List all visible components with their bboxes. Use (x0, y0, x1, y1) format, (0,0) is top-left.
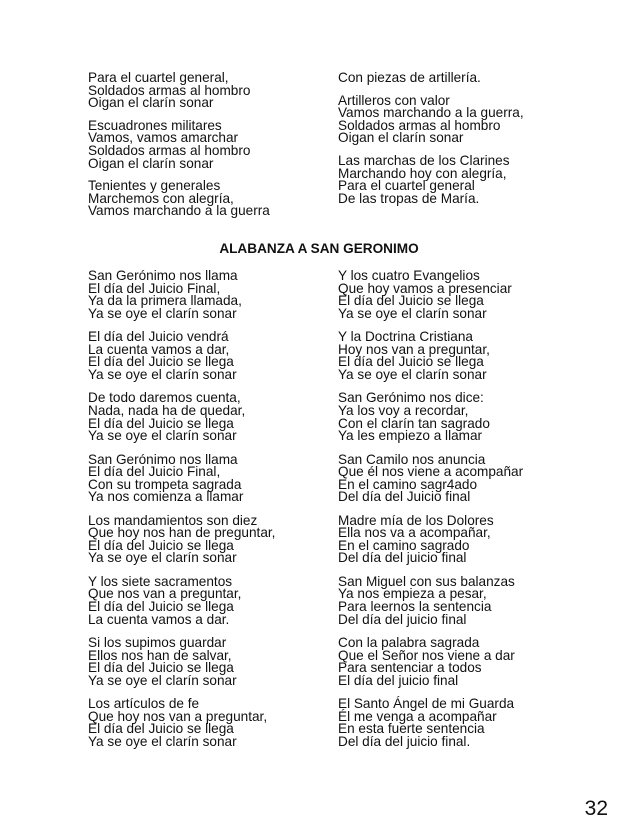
verse-line: Si los supimos guardar (88, 635, 227, 651)
verse-line: Del día del juicio final (338, 550, 467, 566)
verse-line: Que hoy nos van a preguntar, (88, 708, 268, 724)
verse-line: Ya se oye el clarín sonar (88, 550, 237, 566)
verse-line: Del día del juicio final (338, 611, 467, 627)
verse-line: Soldados armas al hombro (88, 142, 251, 158)
verse-line: Que hoy vamos a presenciar (338, 280, 512, 296)
verse-line: Los artículos de fe (88, 696, 200, 712)
verse-line: De todo daremos cuenta, (88, 390, 241, 406)
verse-line: Ya se oye el clarín sonar (88, 733, 237, 749)
stanza (338, 698, 588, 748)
verse-line: Ya da la primera llamada, (88, 293, 242, 309)
verse-line: Que él nos viene a acompañar (338, 464, 524, 480)
verse-line: El día del juicio final (338, 672, 459, 688)
verse-line: Madre mía de los Dolores (338, 512, 494, 528)
verse-line: Ya se oye el clarín sonar (88, 672, 237, 688)
stanza (338, 92, 588, 146)
verse-line: Ya se oye el clarín sonar (88, 305, 237, 321)
verse-line: El día del Juicio se llega (88, 660, 234, 676)
verse-line: Vamos, vamos amarchar (88, 130, 239, 146)
verse-line: Ya nos empieza a pesar, (338, 586, 487, 602)
verse-line: Con su trompeta sagrada (88, 476, 242, 492)
verse-line: El día del Juicio se llega (338, 293, 484, 309)
top-left-column (88, 72, 338, 218)
verse-line: El día del Juicio Final, (88, 280, 221, 296)
verse-line: En el camino sagrado (338, 537, 470, 553)
verse-line: El día del Juicio se llega (88, 599, 234, 615)
verse-line: Del día del juicio final. (338, 733, 471, 749)
verse-line: Con la palabra sagrada (338, 635, 480, 651)
verse-line: Y la Doctrina Cristiana (338, 329, 473, 345)
verse-line: Las marchas de los Clarines (338, 152, 510, 168)
verse-line: Y los cuatro Evangelios (338, 268, 480, 283)
verse-line: San Gerónimo nos llama (88, 268, 238, 283)
verse-line: Que nos van a preguntar, (88, 586, 242, 602)
verse-line: Para leernos la sentencia (338, 599, 492, 615)
stanza (338, 72, 588, 85)
main-right-column (338, 270, 588, 749)
stanza (338, 392, 588, 442)
stanza (338, 270, 588, 320)
verse-line: El día del Juicio se llega (88, 721, 234, 737)
verse-line: El día del Juicio se llega (338, 354, 484, 370)
verse-line: Ya los voy a recordar, (338, 402, 469, 418)
verse-line: Ya se oye el clarín sonar (338, 366, 487, 382)
verse-line: El día del Juicio Final, (88, 464, 221, 480)
verse-line: Con piezas de artillería. (338, 70, 481, 85)
verse-line: Ya les empiezo a llamar (338, 428, 483, 444)
verse-line: Ellos nos han de salvar, (88, 647, 232, 663)
main-left-column (88, 270, 338, 749)
verse-line: Vamos marchando a la guerra (88, 203, 270, 219)
stanza (88, 637, 338, 687)
verse-line: El día del Juicio vendrá (88, 329, 229, 345)
verse-line: En el camino sagr4ado (338, 476, 478, 492)
stanza (338, 152, 588, 206)
hymn-title: ALABANZA A SAN GERONIMO (219, 241, 419, 256)
verse-line: Oigan el clarín sonar (88, 95, 214, 111)
verse-line: Él me venga a acompañar (338, 708, 497, 724)
verse-line: Artilleros con valor (338, 92, 450, 108)
verse-line: Ya se oye el clarín sonar (338, 305, 487, 321)
stanza (88, 72, 338, 110)
verse-line: Vamos marchando a la guerra, (338, 105, 524, 121)
stanza (88, 451, 338, 505)
verse-line: Soldados armas al hombro (338, 117, 501, 133)
verse-line: Los mandamientos son diez (88, 512, 258, 528)
verse-line: El Santo Ángel de mi Guarda (338, 696, 515, 712)
verse-line: El día del Juicio se llega (88, 537, 234, 553)
stanza (338, 637, 588, 687)
verse-line: Oigan el clarín sonar (88, 155, 214, 171)
verse-line: La cuenta vamos a dar, (88, 341, 230, 357)
verse-line: De las tropas de María. (338, 190, 480, 206)
stanza (338, 512, 588, 566)
verse-line: En esta fuerte sentencia (338, 721, 485, 737)
verse-line: Que hoy nos han de preguntar, (88, 525, 276, 541)
stanza (88, 270, 338, 320)
page-number: 32 (584, 797, 608, 820)
stanza (88, 698, 338, 748)
verse-line: Con el clarín tan sagrado (338, 415, 490, 431)
stanza (88, 331, 338, 381)
verse-line: Y los siete sacramentos (88, 573, 233, 589)
verse-line: Para el cuartel general, (88, 70, 229, 85)
stanza (88, 573, 338, 627)
stanza (88, 117, 338, 171)
verse-line: Ya nos comienza a llamar (88, 489, 244, 505)
verse-line: San Miguel con sus balanzas (338, 573, 515, 589)
verse-line: Ya se oye el clarín sonar (88, 366, 237, 382)
verse-line: Ya se oye el clarín sonar (88, 428, 237, 444)
verse-line: Que el Señor nos viene a dar (338, 647, 515, 663)
verse-line: Soldados armas al hombro (88, 82, 251, 98)
verse-line: Para el cuartel general (338, 178, 475, 194)
stanza (338, 573, 588, 627)
stanza (88, 392, 338, 442)
verse-line: El día del Juicio se llega (88, 415, 234, 431)
verse-line: San Gerónimo nos llama (88, 451, 238, 467)
verse-line: Marchando hoy con alegría, (338, 165, 507, 181)
stanza (338, 331, 588, 381)
verse-line: Nada, nada ha de quedar, (88, 402, 246, 418)
verse-line: Marchemos con alegría, (88, 190, 234, 206)
verse-line: San Camilo nos anuncia (338, 451, 486, 467)
verse-line: Tenientes y generales (88, 178, 221, 194)
stanza (338, 451, 588, 505)
verse-line: El día del Juicio se llega (88, 354, 234, 370)
verse-line: Escuadrones militares (88, 117, 222, 133)
verse-line: Oigan el clarín sonar (338, 130, 464, 146)
verse-line: Hoy nos van a preguntar, (338, 341, 490, 357)
stanza (88, 180, 338, 218)
verse-line: Ella nos va a acompañar, (338, 525, 491, 541)
verse-line: Del día del Juicio final (338, 489, 471, 505)
verse-line: Para sentenciar a todos (338, 660, 482, 676)
top-right-column (338, 72, 588, 205)
verse-line: La cuenta vamos a dar. (88, 611, 230, 627)
stanza (88, 512, 338, 566)
verse-line: San Gerónimo nos dice: (338, 390, 484, 406)
